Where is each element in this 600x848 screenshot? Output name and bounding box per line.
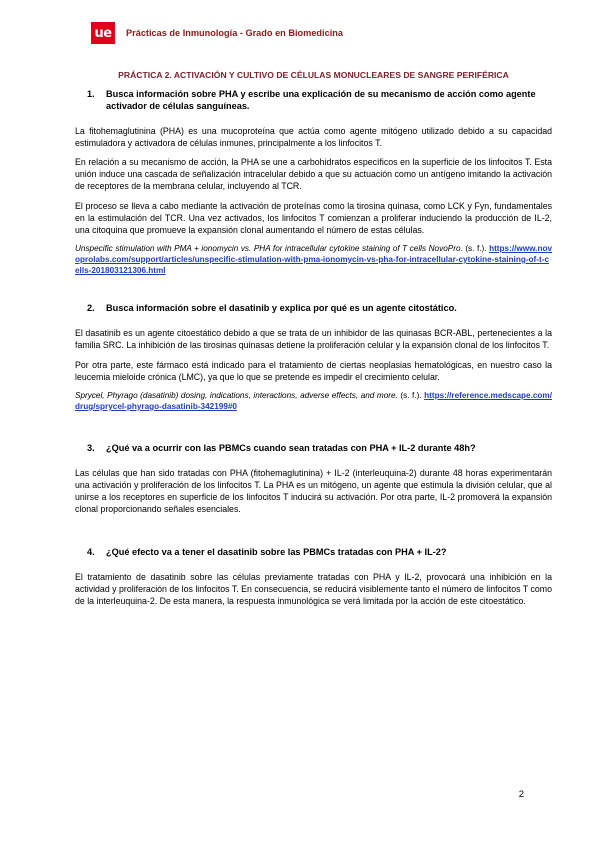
page-header	[91, 22, 343, 44]
reference-date: (s. f.).	[462, 243, 490, 253]
page-number: 2	[518, 789, 524, 800]
question-4	[75, 547, 552, 559]
question-text: Busca información sobre el dasatinib y explica por qué es un agente citostático.	[106, 303, 457, 314]
document-body	[75, 70, 552, 614]
practice-title: PRÁCTICA 2. ACTIVACIÓN Y CULTIVO DE CÉLULAS MONUCLEARES DE SANGRE PERIFÉRICA	[118, 70, 509, 80]
question-3	[75, 443, 552, 455]
reference-citation: Unspecific stimulation with PMA + ionomycin vs. PHA for intracellular cytokine staining of T cells NovoPro.	[75, 243, 463, 253]
answer-paragraph: El proceso se lleva a cabo mediante la activación de proteínas como la tirosina quinasa, como LCK y Fyn, fundamentales en la estimulación del TCR. Una vez activados, los linfocitos T comienzan a proliferar induciendo la producción de IL-2, una citoquina que promueve la expansión clonal aumentando el número de estas células.	[75, 200, 552, 235]
answer-paragraph: El dasatinib es un agente citoestático debido a que se trata de un inhibidor de las quinasas BCR-ABL, pertenecientes a la familia SRC. La inhibición de las tirosinas quinasas detiene la proliferación celular y la expansión clonal de los linfocitos T.	[75, 328, 552, 351]
reference	[75, 243, 552, 276]
reference	[75, 390, 552, 412]
question-1	[75, 89, 552, 113]
header-title: Prácticas de Inmunología - Grado en Biomedicina	[126, 28, 343, 38]
reference-citation: Sprycel, Phyrago (dasatinib) dosing, indications, interactions, adverse effects, and more.	[75, 390, 398, 400]
reference-link[interactable]: https://www.novoprolabs.com/support/articles/unspecific-stimulation-with-pma-ionomycin-vs-pha-for-intracellular-cytokine-staining-of-t-cells-201803121306.html	[75, 243, 552, 276]
answer-paragraph: El tratamiento de dasatinib sobre las células previamente tratadas con PHA y IL-2, provocará una inhibición en la actividad y proliferación de los linfocitos T. En consecuencia, se reducirá visiblemente tanto el número de linfocitos T como de la interleuquina-2. De esta manera, la respuesta inmunológica se verá limitada por la acción de este citoestático.	[75, 571, 552, 606]
reference-date: (s. f.).	[397, 390, 425, 400]
answer-paragraph: Por otra parte, este fármaco está indicado para el tratamiento de ciertas neoplasias hematológicas, en nuestro caso la leucemia mieloide crónica (LMC), ya que lo que se pretende es impedir el crecimiento celular.	[75, 359, 552, 382]
question-text: ¿Qué va a ocurrir con las PBMCs cuando sean tratadas con PHA + IL-2 durante 48h?	[106, 443, 476, 454]
question-2	[75, 303, 552, 315]
question-number: 2.	[87, 303, 95, 314]
answer-paragraph: La fitohemaglutinina (PHA) es una mucoproteína que actúa como agente mitógeno utilizado debido a su capacidad estimuladora y activadora de células inmunes, principalmente a los linfocitos T.	[75, 125, 552, 149]
university-logo: ue	[91, 22, 115, 44]
answer-paragraph: Las células que han sido tratadas con PHA (fitohemaglutinina) + IL-2 (interleuquina-2) durante 48 horas experimentarán una activación y proliferación de los linfocitos T. La PHA es un mitógeno, un agente que estimula la división celular, que al unirse a los receptores en superficie de los linfocitos T inducirá su activación. Por otra parte, IL-2 promoverá la expansión clonal proporcionando señales esenciales.	[75, 468, 552, 515]
question-number: 3.	[87, 443, 95, 454]
question-text: Busca información sobre PHA y escribe una explicación de su mecanismo de acción como agente activador de células sanguíneas.	[106, 89, 536, 111]
question-number: 1.	[87, 89, 95, 99]
reference-link[interactable]: https://reference.medscape.com/drug/sprycel-phyrago-dasatinib-342199#0	[75, 390, 552, 411]
question-number: 4.	[87, 546, 95, 557]
answer-paragraph: En relación a su mecanismo de acción, la PHA se une a carbohidratos específicos en la superficie de los linfocitos T. Esta unión induce una cascada de señalización intracelular debido a que su actuación como un antígeno imitando la activación de receptores de la membrana celular, incluyendo al TCR.	[75, 157, 552, 192]
question-text: ¿Qué efecto va a tener el dasatinib sobre las PBMCs tratadas con PHA + IL-2?	[106, 546, 447, 557]
